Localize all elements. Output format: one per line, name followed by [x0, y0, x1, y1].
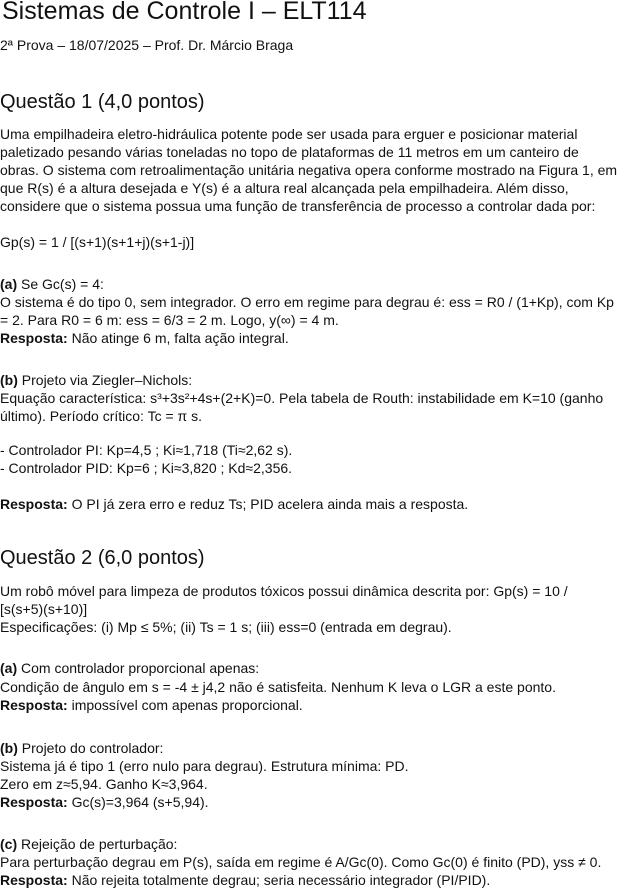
- q2-specifications: Especificações: (i) Mp ≤ 5%; (ii) Ts = 1 s; (iii) ess=0 (entrada em degrau).: [0, 619, 452, 635]
- q1-item-b-answer: [0, 496, 468, 512]
- q1-item-a-label: (a): [0, 276, 18, 292]
- q1-item-a-line: = 2. Para R0 = 6 m: ess = 6/3 = 2 m. Logo, y(∞) = 4 m.: [0, 312, 339, 328]
- answer-text: impossível com apenas proporcional.: [67, 697, 303, 713]
- q2-intro-line: [s(s+5)(s+10)]: [0, 601, 88, 617]
- q1-item-a-line: O sistema é do tipo 0, sem integrador. O erro em regime para degrau é: ess = R0 / (1+Kp), com Kp: [0, 294, 614, 310]
- q2-item-b-title-text: Projeto do controlador:: [17, 740, 164, 756]
- q2-item-c-answer: [0, 872, 490, 888]
- answer-label: Resposta:: [0, 872, 68, 888]
- q2-item-b-label: (b): [0, 740, 18, 756]
- q1-intro-line: Uma empilhadeira eletro-hidráulica potente pode ser usada para erguer e posicionar material: [0, 126, 578, 142]
- q1-intro-line: paletizado pesando várias toneladas no topo de plataformas de 11 metros em um canteiro de: [0, 144, 579, 160]
- answer-text: Não atinge 6 m, falta ação integral.: [67, 330, 289, 346]
- answer-text: O PI já zera erro e reduz Ts; PID acelera ainda mais a resposta.: [67, 496, 469, 512]
- q1-pi-controller: - Controlador PI: Kp=4,5 ; Ki≈1,718 (Ti≈2,62 s).: [0, 442, 293, 458]
- q2-item-a-answer: [0, 697, 303, 713]
- answer-text: Não rejeita totalmente degrau; seria necessário integrador (PI/PID).: [67, 872, 491, 888]
- q2-item-a-title: [0, 660, 259, 676]
- q2-item-c-title: [0, 836, 177, 852]
- question-1-heading: Questão 1 (4,0 pontos): [0, 91, 205, 113]
- document-title: Sistemas de Controle I – ELT114: [2, 0, 367, 25]
- q2-item-b-title: [0, 740, 163, 756]
- q1-item-b-line: último). Período crítico: Tc = π s.: [0, 408, 202, 424]
- q2-item-b-answer: [0, 794, 209, 810]
- q2-item-c-line: Para perturbação degrau em P(s), saída em regime é A/Gc(0). Como Gc(0) é finito (PD), yss ≠ 0.: [0, 854, 602, 870]
- q1-item-a-title: [0, 276, 104, 292]
- q1-pid-controller: - Controlador PID: Kp=6 ; Ki≈3,820 ; Kd≈2,356.: [0, 460, 293, 476]
- answer-label: Resposta:: [0, 697, 68, 713]
- q1-intro-line: considere que o sistema possua uma função de transferência de processo a controlar dada por:: [0, 198, 596, 214]
- q1-intro-line: obras. O sistema com retroalimentação unitária negativa opera conforme mostrado na Figura 1, em: [0, 162, 618, 178]
- q1-item-b-label: (b): [0, 372, 18, 388]
- q1-item-b-title: [0, 372, 192, 388]
- q1-intro-line: que R(s) é a altura desejada e Y(s) é a altura real alcançada pela empilhadeira. Além disso,: [0, 180, 569, 196]
- document-subtitle: 2ª Prova – 18/07/2025 – Prof. Dr. Márcio Braga: [0, 37, 294, 53]
- q1-transfer-function: Gp(s) = 1 / [(s+1)(s+1+j)(s+1-j)]: [0, 234, 195, 250]
- q1-item-a-title-text: Se Gc(s) = 4:: [17, 276, 104, 292]
- q2-item-b-line: Zero em z≈5,94. Ganho K≈3,964.: [0, 776, 208, 792]
- q2-item-c-label: (c): [0, 836, 18, 852]
- q2-item-b-line: Sistema já é tipo 1 (erro nulo para degrau). Estrutura mínima: PD.: [0, 758, 409, 774]
- question-2-heading: Questão 2 (6,0 pontos): [0, 547, 205, 569]
- q1-item-b-title-text: Projeto via Ziegler–Nichols:: [17, 372, 193, 388]
- answer-label: Resposta:: [0, 330, 68, 346]
- q2-intro-line: Um robô móvel para limpeza de produtos tóxicos possui dinâmica descrita por: Gp(s) = 10 /: [0, 583, 568, 599]
- q2-item-c-title-text: Rejeição de perturbação:: [17, 836, 178, 852]
- answer-text: Gc(s)=3,964 (s+5,94).: [67, 794, 209, 810]
- answer-label: Resposta:: [0, 496, 68, 512]
- answer-label: Resposta:: [0, 794, 68, 810]
- q1-item-b-line: Equação característica: s³+3s²+4s+(2+K)=0. Pela tabela de Routh: instabilidade em K=10 (ganho: [0, 390, 604, 406]
- q2-item-a-title-text: Com controlador proporcional apenas:: [17, 660, 260, 676]
- q2-item-a-label: (a): [0, 660, 18, 676]
- q2-item-a-line: Condição de ângulo em s = -4 ± j4,2 não é satisfeita. Nenhum K leva o LGR a este ponto.: [0, 679, 556, 695]
- q1-item-a-answer: [0, 330, 289, 346]
